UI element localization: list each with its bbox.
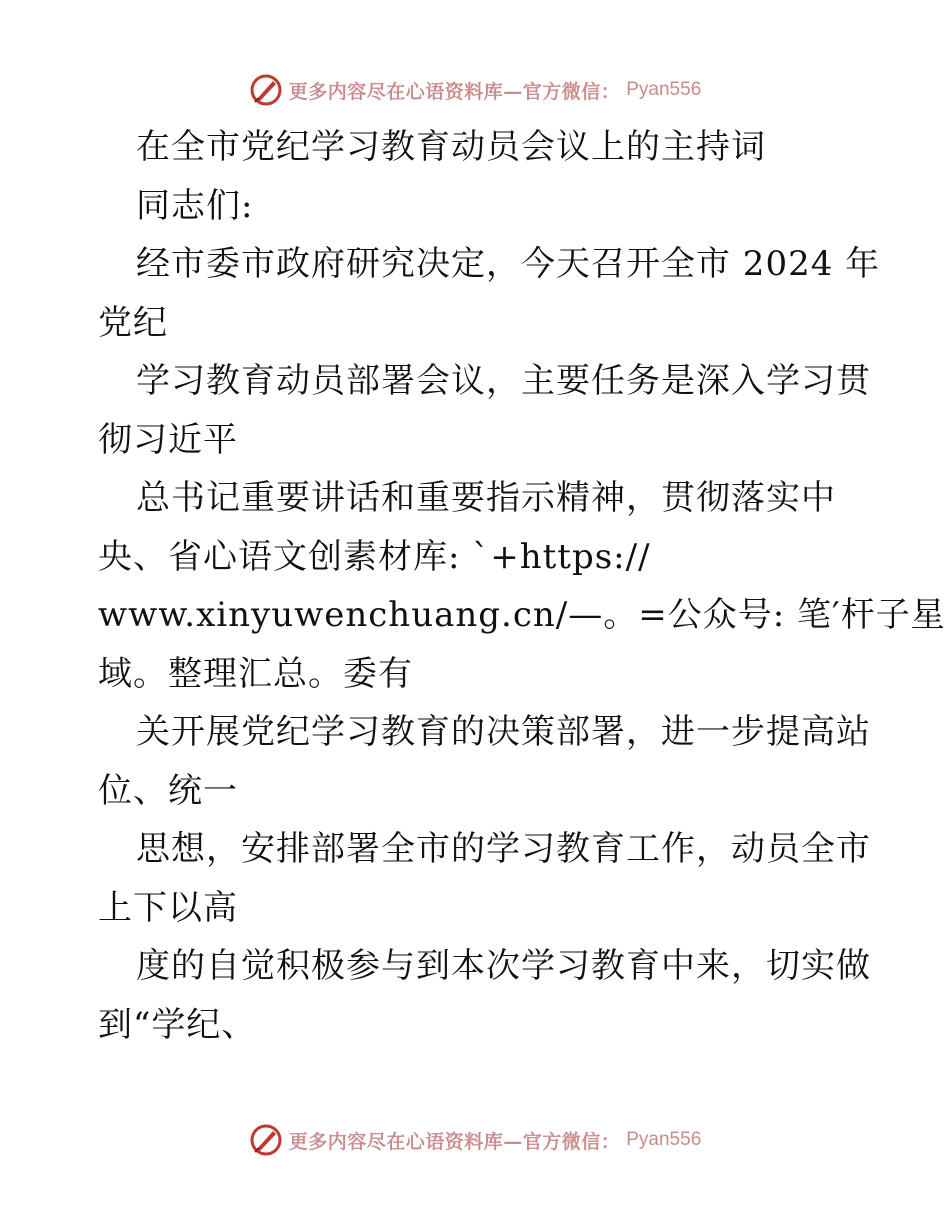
text-line: 同志们: <box>136 185 254 226</box>
wechat-id: Pyan556 <box>626 79 702 100</box>
quill-pen-circle-icon <box>249 1123 283 1157</box>
text-line: 党纪 <box>98 302 168 343</box>
text-line: 思想，安排部署全市的学习教育工作，动员全市 <box>136 829 871 869</box>
text-line: 域。整理汇总。委有 <box>98 653 413 694</box>
text-line: 总书记重要讲话和重要指示精神，贯彻落实中 <box>136 478 836 518</box>
banner-text: 更多内容尽在心语资料库—官方微信： <box>288 80 621 103</box>
text-line: 位、统一 <box>98 770 238 811</box>
wechat-id: Pyan556 <box>626 1129 702 1150</box>
text-line: 关开展党纪学习教育的决策部署，进一步提高站 <box>136 712 871 752</box>
header-banner <box>0 72 950 108</box>
text-line: 央、省心语文创素材库: `+https:// <box>98 536 651 577</box>
text-line: 学习教育动员部署会议，主要任务是深入学习贯 <box>136 361 871 401</box>
banner-text: 更多内容尽在心语资料库—官方微信： <box>288 1130 621 1153</box>
document-body <box>98 118 946 1054</box>
quill-pen-circle-icon <box>249 73 283 107</box>
text-line: 经市委市政府研究决定，今天召开全市 2024 年 <box>136 244 881 284</box>
text-line: 到“学纪、 <box>98 1004 257 1045</box>
text-line: www.xinyuwenchuang.cn/—。=公众号: 笔′杆子星 <box>98 595 946 635</box>
text-line: 度的自觉积极参与到本次学习教育中来，切实做 <box>136 946 871 986</box>
footer-banner <box>0 1122 950 1158</box>
text-line: 在全市党纪学习教育动员会议上的主持词 <box>136 127 766 167</box>
text-line: 上下以高 <box>98 887 238 928</box>
text-line: 彻习近平 <box>98 419 238 460</box>
